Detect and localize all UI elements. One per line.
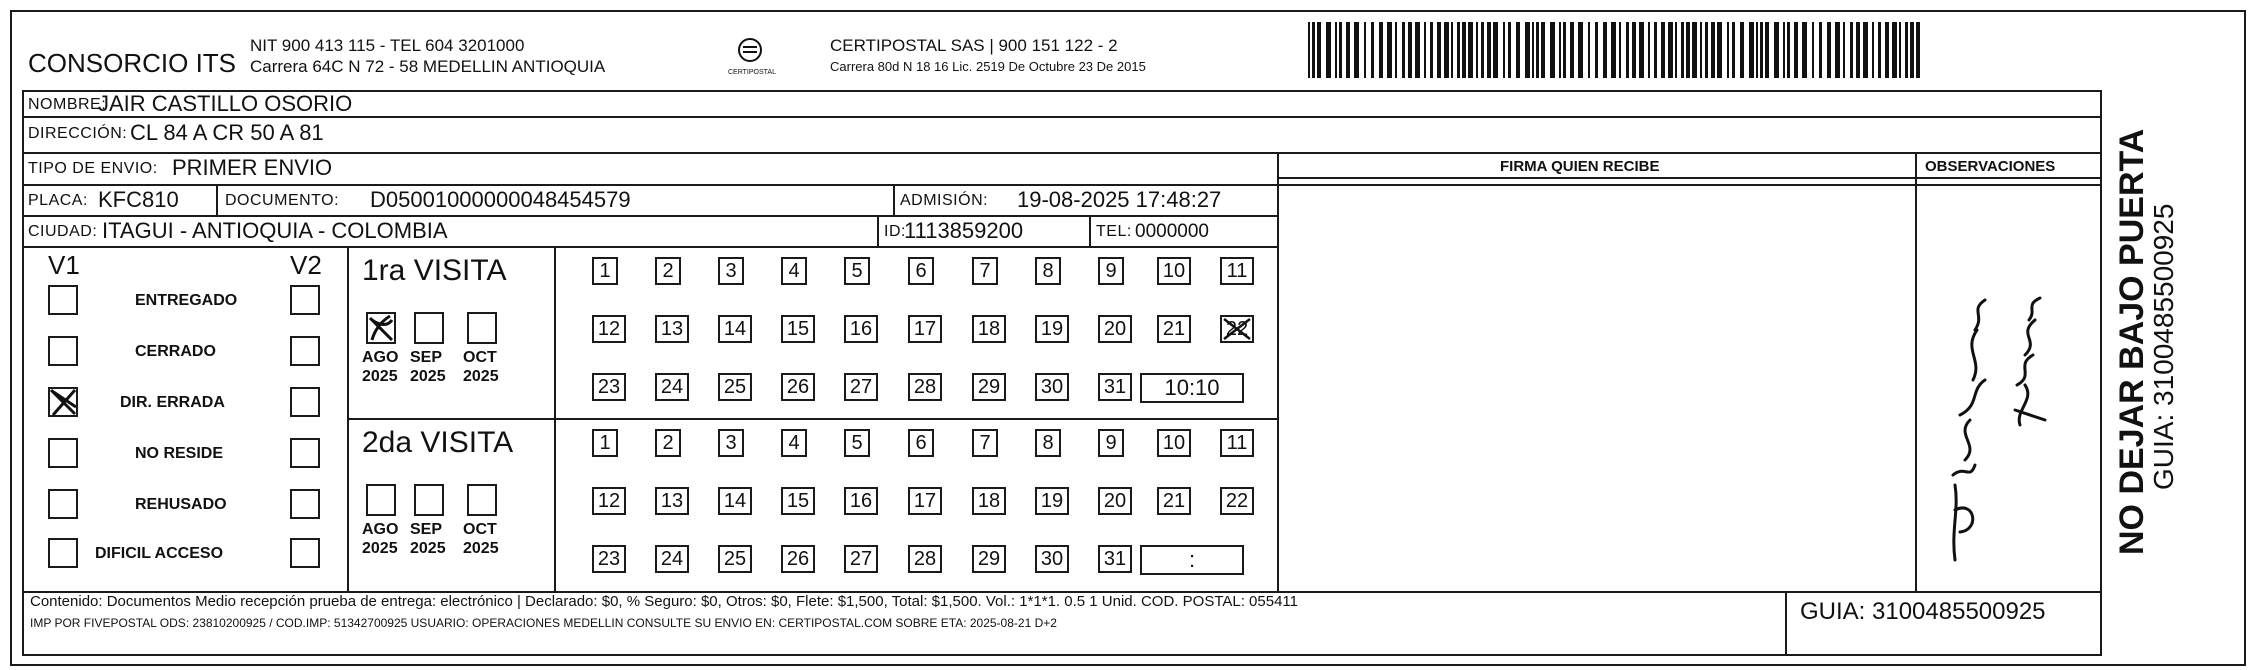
day-15-box[interactable]: 15	[781, 315, 815, 343]
day-26-box[interactable]: 26	[781, 545, 815, 573]
year-label: 2025	[410, 368, 446, 385]
certipostal-license: Carrera 80d N 18 16 Lic. 2519 De Octubre 23 De 2015	[830, 59, 1146, 74]
v2-checkbox[interactable]	[290, 489, 320, 519]
nombre-label: NOMBRE:	[28, 96, 107, 113]
day-28-box[interactable]: 28	[908, 545, 942, 573]
year-label: 2025	[463, 540, 499, 557]
month-label: SEP	[410, 349, 443, 366]
day-27-box[interactable]: 27	[844, 545, 878, 573]
admision-value: 19-08-2025 17:48:27	[1017, 187, 1222, 212]
day-2-box[interactable]: 2	[655, 257, 681, 285]
day-3-box[interactable]: 3	[718, 257, 744, 285]
day-13-box[interactable]: 13	[655, 315, 689, 343]
status-option-label: REHUSADO	[135, 496, 227, 513]
day-30-box[interactable]: 30	[1035, 373, 1069, 401]
day-6-box[interactable]: 6	[908, 257, 934, 285]
day-21-box[interactable]: 21	[1157, 487, 1191, 515]
month-checkbox[interactable]	[414, 312, 444, 344]
v1-checkbox[interactable]	[48, 438, 78, 468]
day-30-box[interactable]: 30	[1035, 545, 1069, 573]
status-option-label: DIFICIL ACCESO	[95, 545, 224, 562]
footer-guia: GUIA: 3100485500925	[1800, 598, 2046, 625]
tel-label: TEL:	[1096, 223, 1132, 240]
day-4-box[interactable]: 4	[781, 429, 807, 457]
day-20-box[interactable]: 20	[1098, 315, 1132, 343]
day-18-box[interactable]: 18	[972, 487, 1006, 515]
v2-checkbox[interactable]	[290, 285, 320, 315]
id-label: ID:	[884, 223, 906, 240]
day-10-box[interactable]: 10	[1157, 429, 1191, 457]
day-1-box[interactable]: 1	[592, 429, 618, 457]
day-21-box[interactable]: 21	[1157, 315, 1191, 343]
day-26-box[interactable]: 26	[781, 373, 815, 401]
v1-checkbox[interactable]	[48, 387, 78, 417]
company-name: CONSORCIO ITS	[28, 48, 237, 78]
status-option-label: DIR. ERRADA	[120, 394, 225, 411]
certipostal-logo	[725, 34, 775, 84]
month-label: AGO	[362, 349, 399, 366]
day-25-box[interactable]: 25	[718, 373, 752, 401]
barcode	[1308, 22, 1922, 78]
side-no-dejar-bajo-puerta: NO DEJAR BAJO PUERTA	[2113, 128, 2151, 555]
v1-header: V1	[48, 250, 80, 280]
day-24-box[interactable]: 24	[655, 545, 689, 573]
month-label: AGO	[362, 521, 399, 538]
observaciones-header: OBSERVACIONES	[1925, 158, 2056, 175]
day-11-box[interactable]: 11	[1220, 429, 1254, 457]
placa-label: PLACA:	[28, 192, 88, 209]
day-19-box[interactable]: 19	[1035, 487, 1069, 515]
time-box[interactable]: :	[1140, 545, 1244, 575]
documento-label: DOCUMENTO:	[225, 192, 340, 209]
company-address: Carrera 64C N 72 - 58 MEDELLIN ANTIOQUIA	[250, 57, 606, 76]
v2-checkbox[interactable]	[290, 387, 320, 417]
placa-value: KFC810	[98, 187, 179, 212]
day-17-box[interactable]: 17	[908, 487, 942, 515]
day-19-box[interactable]: 19	[1035, 315, 1069, 343]
documento-value: D05001000000048454579	[370, 187, 631, 212]
year-label: 2025	[362, 540, 398, 557]
day-17-box[interactable]: 17	[908, 315, 942, 343]
day-4-box[interactable]: 4	[781, 257, 807, 285]
status-option-label: NO RESIDE	[135, 445, 224, 462]
tipo-envio-label: TIPO DE ENVIO:	[28, 160, 158, 177]
day-13-box[interactable]: 13	[655, 487, 689, 515]
firma-header: FIRMA QUIEN RECIBE	[1500, 158, 1660, 175]
day-1-box[interactable]: 1	[592, 257, 618, 285]
day-8-box[interactable]: 8	[1035, 257, 1061, 285]
day-9-box[interactable]: 9	[1098, 257, 1124, 285]
day-28-box[interactable]: 28	[908, 373, 942, 401]
id-value: 1113859200	[904, 218, 1024, 243]
month-label: OCT	[463, 521, 497, 538]
day-5-box[interactable]: 5	[844, 257, 870, 285]
v2-header: V2	[290, 250, 322, 280]
visit1-title: 1ra VISITA	[362, 254, 507, 287]
day-24-box[interactable]: 24	[655, 373, 689, 401]
day-7-box[interactable]: 7	[972, 429, 998, 457]
day-29-box[interactable]: 29	[972, 545, 1006, 573]
time-box[interactable]: 10:10	[1140, 373, 1244, 403]
v1-checkbox[interactable]	[48, 336, 78, 366]
status-option-label: CERRADO	[135, 343, 216, 360]
day-7-box[interactable]: 7	[972, 257, 998, 285]
day-15-box[interactable]: 15	[781, 487, 815, 515]
status-option-label: ENTREGADO	[135, 292, 238, 309]
month-checkbox[interactable]	[366, 312, 396, 344]
day-22-box[interactable]: 22	[1220, 315, 1254, 343]
v1-checkbox[interactable]	[48, 538, 78, 568]
side-guia: GUIA: 3100485500925	[2148, 203, 2179, 490]
month-checkbox[interactable]	[467, 312, 497, 344]
ciudad-label: CIUDAD:	[28, 223, 98, 240]
direccion-value: CL 84 A CR 50 A 81	[130, 120, 324, 145]
day-27-box[interactable]: 27	[844, 373, 878, 401]
logo-caption: CERTIPOSTAL	[728, 69, 776, 76]
tipo-envio-value: PRIMER ENVIO	[172, 155, 333, 180]
day-25-box[interactable]: 25	[718, 545, 752, 573]
certipostal-nit: CERTIPOSTAL SAS | 900 151 122 - 2	[830, 36, 1118, 55]
direccion-label: DIRECCIÓN:	[28, 125, 128, 142]
day-10-box[interactable]: 10	[1157, 257, 1191, 285]
year-label: 2025	[362, 368, 398, 385]
day-23-box[interactable]: 23	[592, 545, 626, 573]
year-label: 2025	[410, 540, 446, 557]
year-label: 2025	[463, 368, 499, 385]
day-12-box[interactable]: 12	[592, 315, 626, 343]
day-2-box[interactable]: 2	[655, 429, 681, 457]
v2-checkbox[interactable]	[290, 538, 320, 568]
v1-checkbox[interactable]	[48, 285, 78, 315]
day-12-box[interactable]: 12	[592, 487, 626, 515]
day-16-box[interactable]: 16	[844, 487, 878, 515]
day-9-box[interactable]: 9	[1098, 429, 1124, 457]
day-29-box[interactable]: 29	[972, 373, 1006, 401]
day-18-box[interactable]: 18	[972, 315, 1006, 343]
v2-checkbox[interactable]	[290, 336, 320, 366]
footer-content-line: Contenido: Documentos Medio recepción prueba de entrega: electrónico | Declarado: $0, % Seguro: $0, Otros: $0, Flete: $1,500, Total: $1,500. Vol.: 1*1*1. 0.5 1 Unid. COD. POSTAL: 055411	[30, 593, 1298, 610]
day-23-box[interactable]: 23	[592, 373, 626, 401]
month-label: OCT	[463, 349, 497, 366]
day-22-box[interactable]: 22	[1220, 487, 1254, 515]
day-14-box[interactable]: 14	[718, 487, 752, 515]
day-8-box[interactable]: 8	[1035, 429, 1061, 457]
v2-checkbox[interactable]	[290, 438, 320, 468]
nombre-value: JAIR CASTILLO OSORIO	[98, 91, 353, 116]
v1-checkbox[interactable]	[48, 489, 78, 519]
month-checkbox[interactable]	[467, 484, 497, 516]
month-label: SEP	[410, 521, 443, 538]
visit2-title: 2da VISITA	[362, 426, 514, 459]
company-nit-tel: NIT 900 413 115 - TEL 604 3201000	[250, 36, 525, 55]
admision-label: ADMISIÓN:	[900, 192, 989, 209]
handwritten-signature	[1925, 270, 2065, 570]
footer-imp-line: IMP POR FIVEPOSTAL ODS: 23810200925 / COD.IMP: 51342700925 USUARIO: OPERACIONES MEDELLIN CONSULTE SU ENVIO EN: CERTIPOSTAL.COM SOBRE ETA: 2025-08-21 D+2	[30, 616, 1057, 630]
day-6-box[interactable]: 6	[908, 429, 934, 457]
day-31-box[interactable]: 31	[1098, 373, 1132, 401]
day-11-box[interactable]: 11	[1220, 257, 1254, 285]
tel-value: 0000000	[1135, 221, 1209, 242]
day-3-box[interactable]: 3	[718, 429, 744, 457]
day-31-box[interactable]: 31	[1098, 545, 1132, 573]
ciudad-value: ITAGUI - ANTIOQUIA - COLOMBIA	[102, 218, 448, 243]
month-checkbox[interactable]	[414, 484, 444, 516]
day-20-box[interactable]: 20	[1098, 487, 1132, 515]
day-16-box[interactable]: 16	[844, 315, 878, 343]
day-14-box[interactable]: 14	[718, 315, 752, 343]
day-5-box[interactable]: 5	[844, 429, 870, 457]
month-checkbox[interactable]	[366, 484, 396, 516]
